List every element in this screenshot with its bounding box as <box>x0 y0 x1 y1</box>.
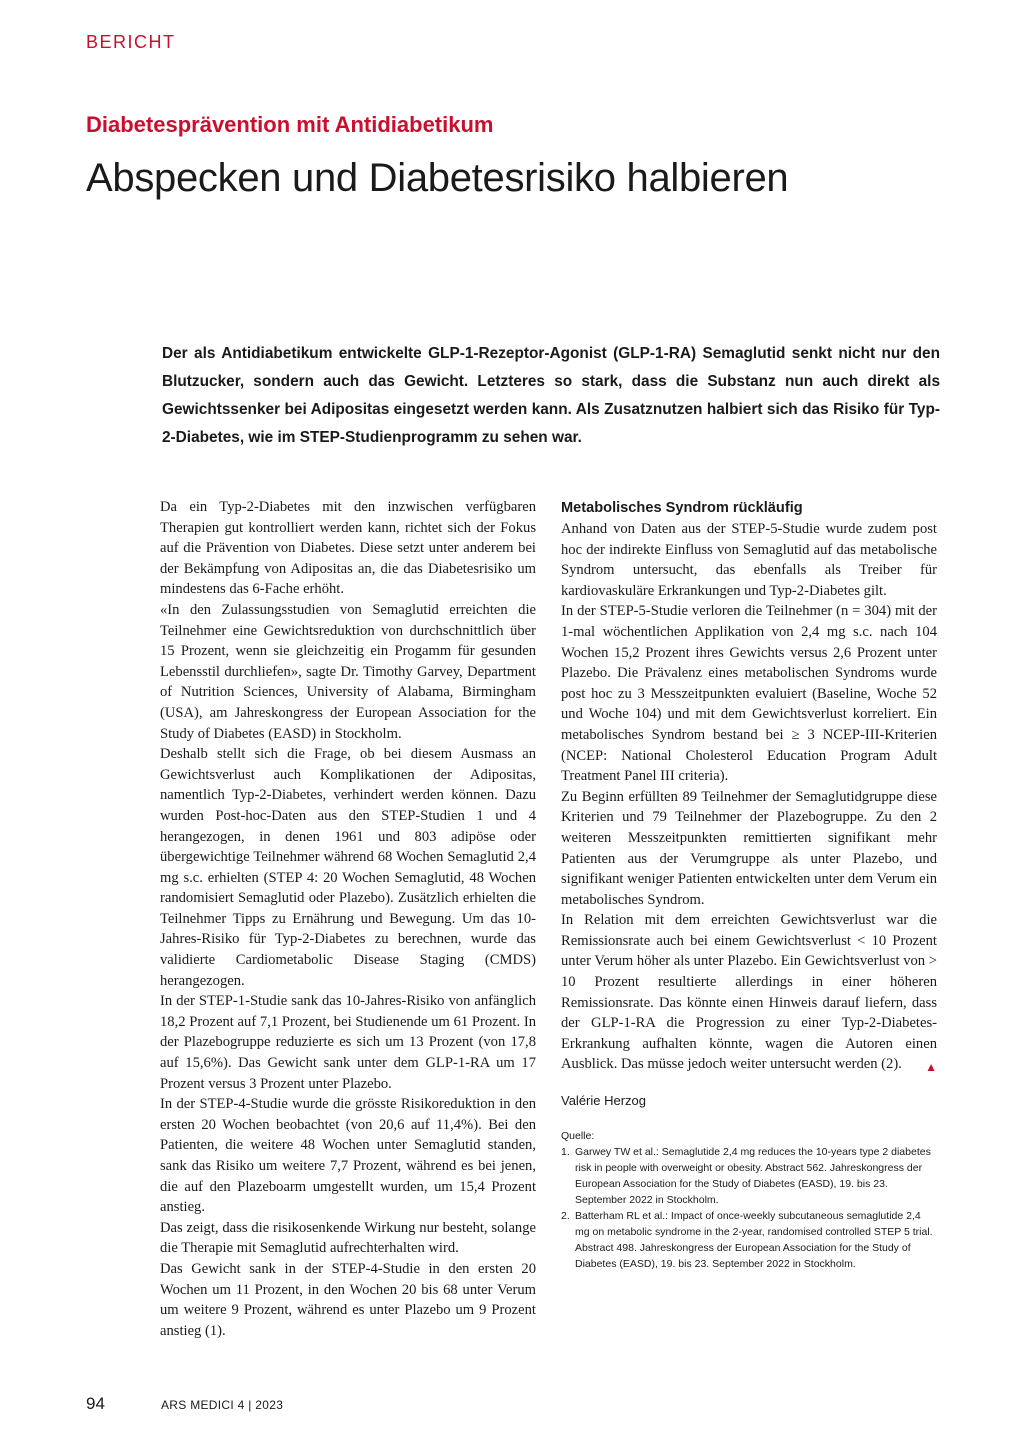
end-triangle-icon: ▲ <box>925 1060 937 1075</box>
left-column <box>160 497 536 1341</box>
body-paragraph: Das Gewicht sank in der STEP-4-Studie in den ersten 20 Wochen um 11 Prozent, in den Wochen 20 bis 68 unter Verum um weitere 9 Prozent, während es unter Plazebo um 9 Prozent anstieg (1). <box>160 1260 536 1339</box>
body-paragraph: Da ein Typ-2-Diabetes mit den inzwischen verfügbaren Therapien gut kontrolliert werden kann, richtet sich der Fokus auf die Prävention von Diabetes. Diese setzt unter anderem bei der Bekämpfung von Adipositas an, die das Diabetesrisiko um mindestens das 6-Fache erhöht. <box>160 499 536 598</box>
body-paragraph-last <box>561 910 937 1075</box>
source-number: 2. <box>561 1209 570 1222</box>
article-lead: Der als Antidiabetikum entwickelte GLP-1-Rezeptor-Agonist (GLP-1-RA) Semaglutid senkt nicht nur den Blutzucker, sondern auch das Gewicht. Letzteres so stark, dass die Substanz nun auch direkt als Gewichtssenker bei Adipositas eingesetzt werden kann. Als Zusatznutzen halbiert sich das Risiko für Typ-2-Diabetes, wie im STEP-Studienprogramm zu sehen war. <box>162 345 940 446</box>
body-paragraph: «In den Zulassungsstudien von Semaglutid erreichten die Teilnehmer eine Gewichtsreduktion von durchschnittlich über 15 Prozent, wenn sie gleichzeitig ein Progamm für gesunden Lebensstil durchliefen», sagte Dr. Timothy Garvey, Department of Nutrition Sciences, University of Alabama, Birmingham (USA), am Jahreskongress der European Association for the Study of Diabetes (EASD) in Stockholm. <box>160 601 536 742</box>
source-text: Garwey TW et al.: Semaglutide 2,4 mg reduces the 10-years type 2 diabetes risk in people with overweight or obesity. Abstract 562. Jahreskongress der European Association for the Study of Diabetes (EASD), 19. bis 23. September 2022 in Stockholm. <box>575 1145 931 1206</box>
body-paragraph-text: In Relation mit dem erreichten Gewichtsverlust war die Remissionsrate auch bei einem Gewichtsverlust < 10 Prozent unter Verum höher als unter Plazebo. Ein Gewichtsverlust von > 10 Prozent resultierte allerdings in einer höheren Remissionsrate. Das könnte einen Hinweis darauf liefern, dass der GLP-1-RA die Progression zu einer Typ-2-Diabetes-Erkrankung aufhalten könnte, wagen die Autoren einen Ausblick. Das müsse jedoch weiter untersucht werden (2). <box>561 912 937 1073</box>
journal-issue: ARS MEDICI 4 | 2023 <box>161 1398 284 1412</box>
body-paragraph: Zu Beginn erfüllten 89 Teilnehmer der Semaglutidgruppe diese Kriterien und 79 Teilnehmer der Plazebogruppe. Zu den 2 weiteren Messzeitpunkten remittierten signifikant mehr Patienten aus der Verumgruppe als unter Plazebo, und signifikant weniger Patienten entwickelten unter dem Verum ein metabolisches Syndrom. <box>561 788 937 908</box>
article-kicker: Diabetesprävention mit Antidiabetikum <box>86 112 494 137</box>
source-item <box>561 1208 937 1272</box>
body-paragraph: Anhand von Daten aus der STEP-5-Studie wurde zudem post hoc der indirekte Einfluss von Semaglutid auf das metabolische Syndrom untersucht, das ebenfalls als Treiber für kardiovaskuläre Erkrankungen und Typ-2-Diabetes gilt. <box>561 521 937 599</box>
sources-label: Quelle: <box>561 1129 595 1142</box>
sources <box>561 1128 937 1272</box>
page-number: 94 <box>86 1394 105 1413</box>
section-subheading: Metabolisches Syndrom rückläufig <box>561 500 803 516</box>
body-paragraph: Das zeigt, dass die risikosenkende Wirkung nur besteht, solange die Therapie mit Semaglutid aufrechterhalten wird. <box>160 1219 536 1257</box>
author-name: Valérie Herzog <box>561 1093 647 1109</box>
section-label: BERICHT <box>86 32 176 52</box>
body-paragraph: In der STEP-4-Studie wurde die grösste Risikoreduktion in den ersten 20 Wochen beobachtet (von 20,6 auf 11,4%). Bei den Patienten, die weitere 48 Wochen unter Semaglutid standen, sank das Risiko um weitere 7,7 Prozent, während es bei jenen, die auf den Plazeboarm umgestellt wurden, um 15,4 Prozent anstieg. <box>160 1096 536 1216</box>
body-paragraph: In der STEP-5-Studie verloren die Teilnehmer (n = 304) mit der 1-mal wöchentlichen Applikation von 2,4 mg s.c. nach 104 Wochen 15,2 Prozent ihres Gewichts versus 2,6 Prozent unter Plazebo. Die Prävalenz eines metabolischen Syndroms wurde post hoc zu 3 Messzeitpunkten evaluiert (Baseline, Woche 52 und Woche 104) und mit dem Gewichtsverlust korreliert. Ein metabolisches Syndrom bestand bei ≥ 3 NCEP-III-Kriterien (NCEP: National Cholesterol Education Program Adult Treatment Panel III criteria). <box>561 603 937 785</box>
source-item <box>561 1144 937 1208</box>
right-column <box>561 497 937 1272</box>
body-paragraph: In der STEP-1-Studie sank das 10-Jahres-Risiko von anfänglich 18,2 Prozent auf 7,1 Prozent, bei Studienende um 61 Prozent. In der Plazebogruppe reduzierte es sich um 13 Prozent (von 17,8 auf 15,6%). Das Gewicht sank unter dem GLP-1-RA um 17 Prozent versus 3 Prozent unter Plazebo. <box>160 993 536 1092</box>
article-title: Abspecken und Diabetesrisiko halbieren <box>86 156 789 200</box>
source-number: 1. <box>561 1145 570 1158</box>
body-paragraph: Deshalb stellt sich die Frage, ob bei diesem Ausmass an Gewichtsverlust auch Komplikationen der Adipositas, namentlich Typ-2-Diabetes, verhindert werden können. Dazu wurden Post-hoc-Daten aus den STEP-Studien 1 und 4 herangezogen, in denen 1961 und 803 adipöse oder übergewichtige Teilnehmer während 68 Wochen Semaglutid 2,4 mg s.c. erhielten (STEP 4: 20 Wochen Semaglutid, 48 Wochen randomisiert Semaglutid oder Plazebo). Zusätzlich erhielten die Teilnehmer Tipps zu Ernährung und Bewegung. Um das 10-Jahres-Risiko für Typ-2-Diabetes zu berechnen, wurde das validierte Cardiometabolic Disease Staging (CMDS) herangezogen. <box>160 746 536 989</box>
source-text: Batterham RL et al.: Impact of once-weekly subcutaneous semaglutide 2,4 mg on metabolic syndrome in the 2-year, randomised controlled STEP 5 trial. Abstract 498. Jahreskongress der European Association for the Study of Diabetes (EASD), 19. bis 23. September 2022 in Stockholm. <box>575 1209 933 1270</box>
sources-list <box>561 1144 937 1272</box>
